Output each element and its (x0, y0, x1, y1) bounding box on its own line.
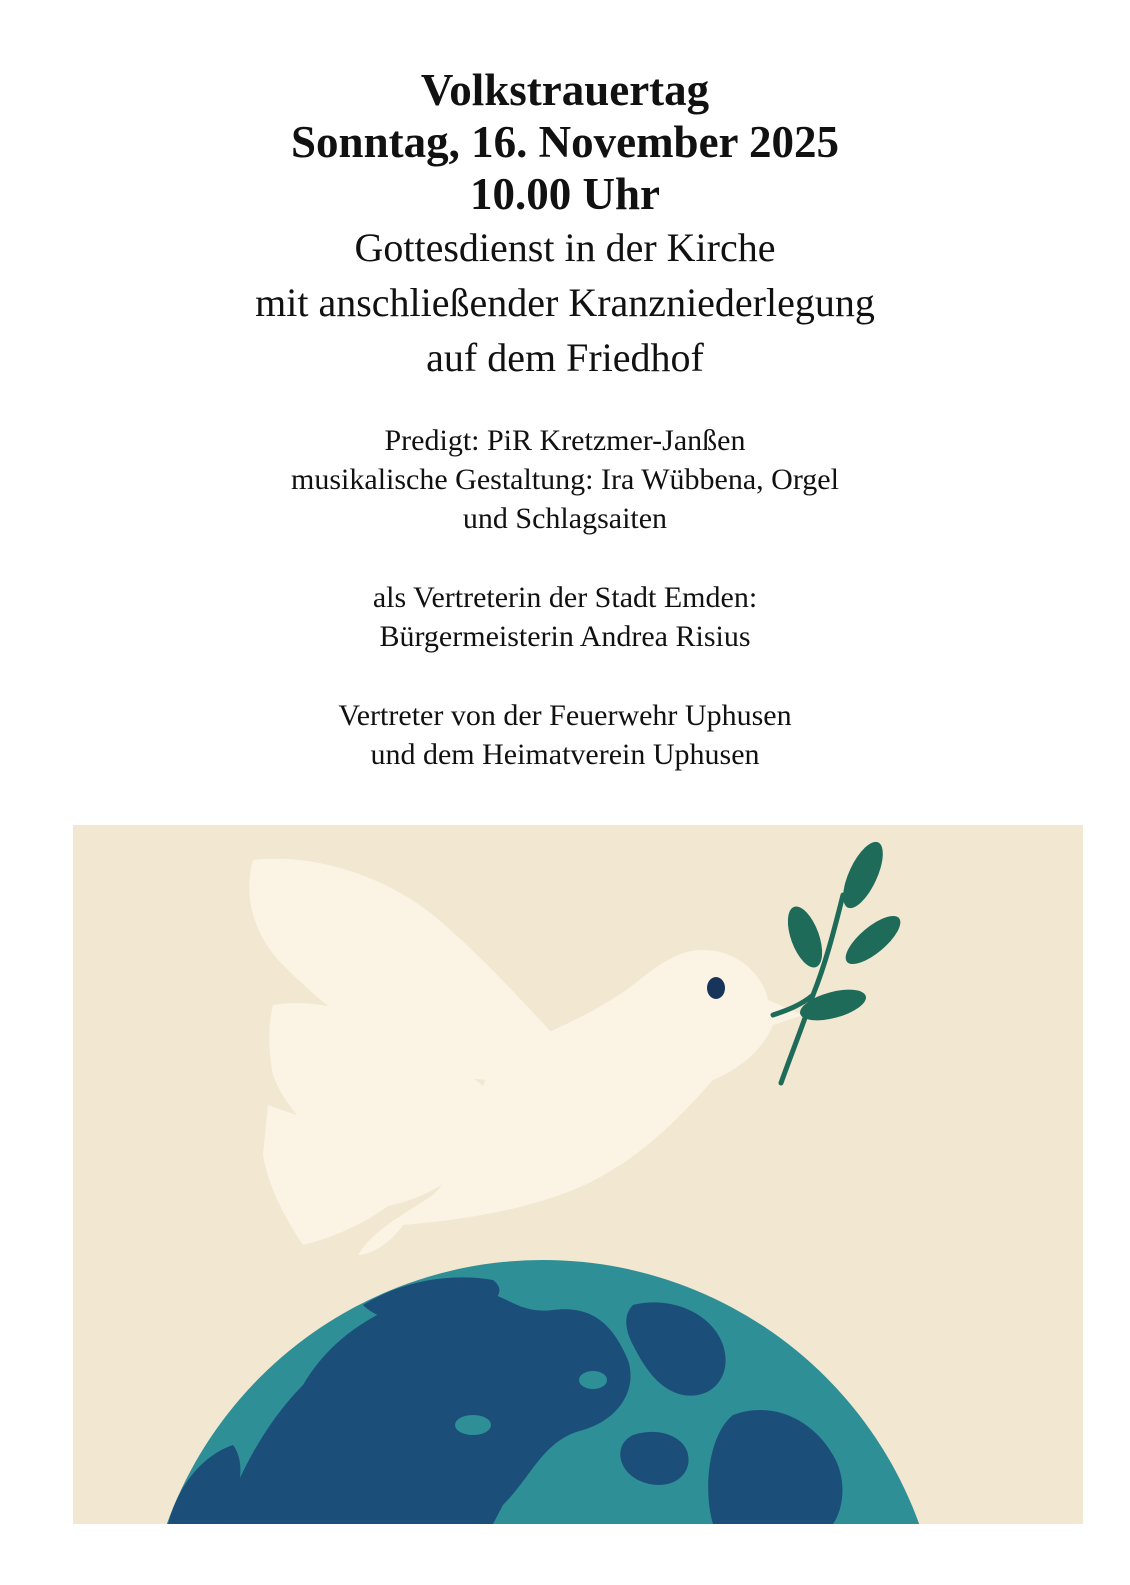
olive-branch-icon (773, 836, 907, 1083)
city-block (0, 578, 1130, 656)
header-section (0, 64, 1130, 385)
olive-leaf (781, 902, 829, 972)
sermon-line: Predigt: PiR Kretzmer-Janßen (384, 424, 746, 457)
service-line: Gottesdienst in der Kirche (354, 225, 776, 270)
event-title: Volkstrauertag (420, 65, 710, 115)
dove-icon (249, 859, 803, 1255)
olive-leaf (797, 984, 869, 1027)
globe-icon (143, 1260, 943, 1524)
music-line: und Schlagsaiten (462, 502, 668, 535)
globe-lake (579, 1371, 607, 1389)
olive-leaf (839, 908, 908, 972)
dove-eye (707, 977, 725, 999)
groups-block (0, 696, 1130, 774)
groups-line: und dem Heimatverein Uphusen (370, 738, 760, 771)
service-line: auf dem Friedhof (426, 335, 704, 380)
music-line: musikalische Gestaltung: Ira Wübbena, Orgel (291, 463, 839, 496)
event-date: Sonntag, 16. November 2025 (291, 117, 839, 167)
event-time: 10.00 Uhr (470, 169, 660, 219)
globe-lake (455, 1415, 491, 1435)
peace-dove-illustration (73, 825, 1083, 1524)
details-section (0, 421, 1130, 814)
sermon-block (0, 421, 1130, 538)
city-line: Bürgermeisterin Andrea Risius (379, 620, 751, 653)
city-line: als Vertreterin der Stadt Emden: (372, 581, 758, 614)
groups-line: Vertreter von der Feuerwehr Uphusen (338, 699, 792, 732)
service-line: mit anschließender Kranzniederlegung (255, 280, 875, 325)
dove-globe-svg (73, 825, 1083, 1524)
